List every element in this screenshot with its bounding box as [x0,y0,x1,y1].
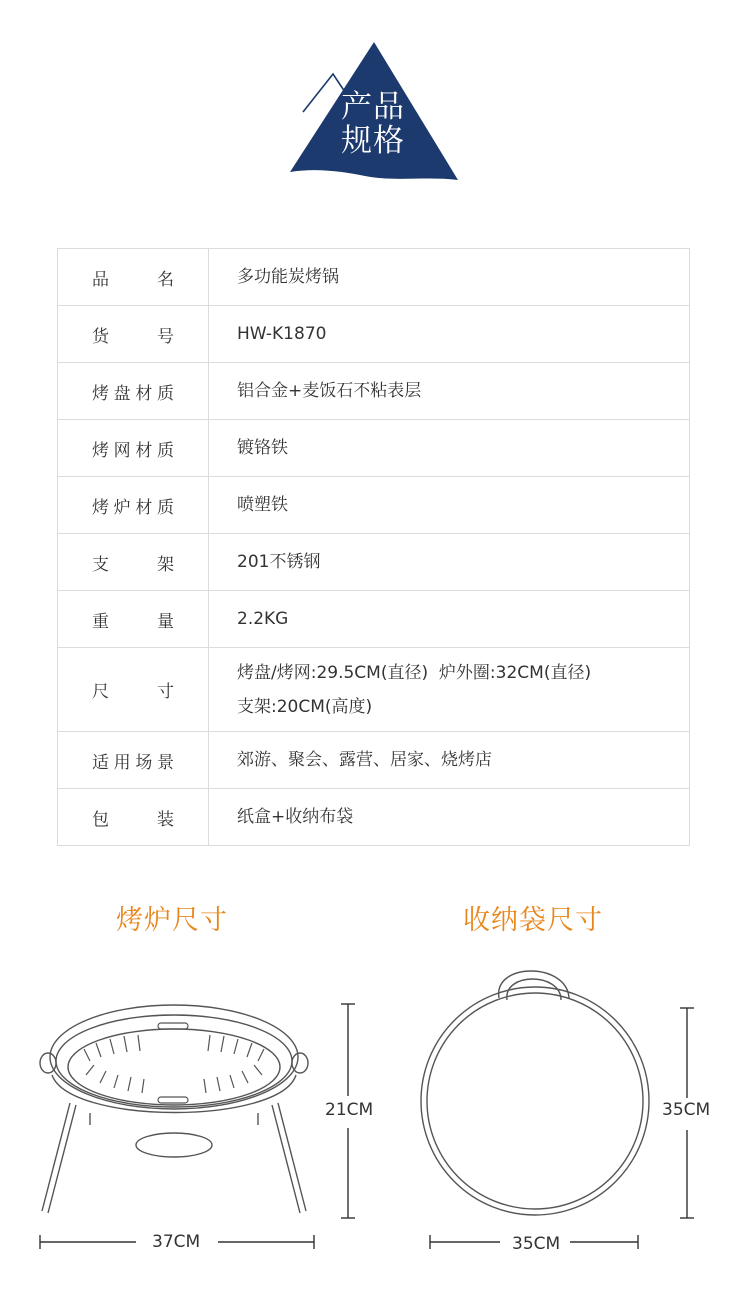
table-row [58,732,690,789]
spec-value-line: 烤盘/烤网:29.5CM(直径) 炉外圈:32CM(直径) [237,662,592,683]
spec-label: 品名 [92,269,174,290]
grill-width-label: 37CM [152,1232,201,1252]
dimension-drawings [0,940,750,1280]
header-title-line1: 产品 [341,89,405,125]
table-row [58,477,690,534]
table-row [58,534,690,591]
spec-value: HW-K1870 [209,306,690,363]
table-row [58,789,690,846]
spec-value: 喷塑铁 [209,477,690,534]
spec-value [209,648,690,732]
table-row [58,249,690,306]
table-row [58,648,690,732]
spec-label: 烤炉材质 [92,497,174,518]
storage-bag-icon [415,958,655,1220]
bag-height-label: 35CM [662,1100,711,1120]
spec-value: 郊游、聚会、露营、居家、烧烤店 [209,732,690,789]
table-row [58,591,690,648]
spec-label: 烤盘材质 [92,383,174,404]
table-row [58,306,690,363]
header-title-line2: 规格 [341,123,405,159]
bbq-grill-icon [30,995,320,1235]
table-row [58,363,690,420]
spec-value-line: 支架:20CM(高度) [237,696,373,717]
spec-label: 支架 [92,554,174,575]
bag-size-title: 收纳袋尺寸 [463,905,603,936]
spec-value: 镀铬铁 [209,420,690,477]
spec-label: 包装 [92,809,174,830]
spec-value: 纸盒+收纳布袋 [209,789,690,846]
spec-label: 尺寸 [92,682,174,702]
spec-value: 多功能炭烤锅 [209,249,690,306]
spec-value: 201不锈钢 [209,534,690,591]
spec-table [57,248,690,846]
spec-label: 适用场景 [92,752,174,773]
spec-value: 铝合金+麦饭石不粘表层 [209,363,690,420]
grill-height-label: 21CM [325,1100,374,1120]
spec-label: 重量 [92,611,174,632]
header-title [318,90,428,158]
spec-label: 货号 [92,326,174,347]
spec-label: 烤网材质 [92,440,174,461]
spec-value: 2.2KG [209,591,690,648]
grill-size-title: 烤炉尺寸 [116,905,228,936]
bag-width-label: 35CM [512,1234,561,1254]
table-row [58,420,690,477]
